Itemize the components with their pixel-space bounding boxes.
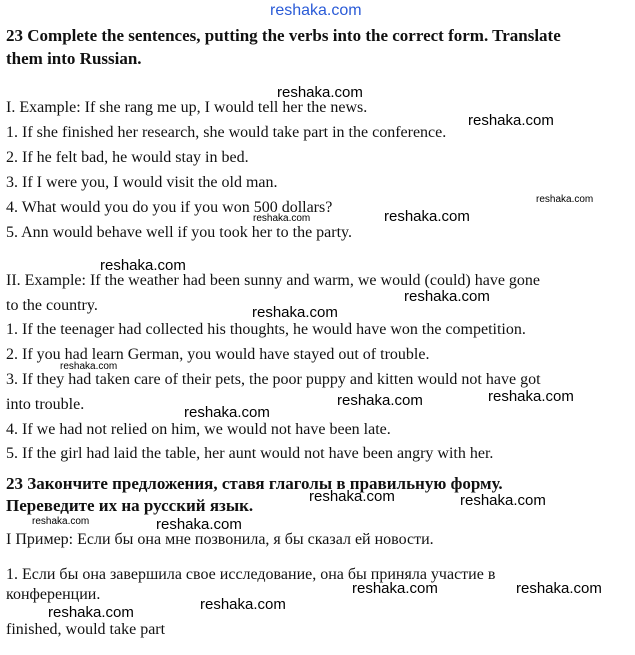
part1-item-5: 5. Ann would behave well if you took her to the party. [6, 224, 352, 241]
answer-1: finished, would take part [6, 621, 166, 638]
ru-item-1-line2: конференции. [6, 586, 101, 603]
watermark: reshaka.com [156, 516, 242, 533]
task-heading-ru-line2: Переведите их на русский язык. [6, 496, 254, 515]
part2-example-line2: to the country. [6, 297, 98, 314]
part1-example: I. Example: If she rang me up, I would tell her the news. [6, 99, 368, 116]
part2-item-2: 2. If you had learn German, you would have stayed out of trouble. [6, 346, 430, 363]
watermark: reshaka.com [100, 257, 186, 274]
ru-item-1-line1: 1. Если бы она завершила свое исследование, она бы приняла участие в [6, 566, 496, 583]
task-heading-en-line2: them into Russian. [6, 49, 142, 68]
watermark: reshaka.com [404, 288, 490, 305]
watermark: reshaka.com [352, 580, 438, 597]
watermark: reshaka.com [184, 404, 270, 421]
part1-item-3: 3. If I were you, I would visit the old man. [6, 174, 278, 191]
watermark: reshaka.com [488, 388, 574, 405]
watermark: reshaka.com [309, 488, 395, 505]
watermark: reshaka.com [253, 213, 311, 224]
task-heading-ru-line1: 23 Закончите предложения, ставя глаголы в правильную форму. [6, 474, 503, 493]
watermark: reshaka.com [337, 392, 423, 409]
part2-item-1: 1. If the teenager had collected his thoughts, he would have won the competition. [6, 321, 526, 338]
site-title[interactable]: reshaka.com [270, 2, 362, 19]
part2-item-5: 5. If the girl had laid the table, her aunt would not have been angry with her. [6, 445, 494, 462]
watermark: reshaka.com [252, 304, 338, 321]
watermark: reshaka.com [384, 208, 470, 225]
watermark: reshaka.com [460, 492, 546, 509]
watermark: reshaka.com [32, 516, 90, 527]
part1-item-4: 4. What would you do you if you won 500 dollars? [6, 199, 333, 216]
watermark: reshaka.com [60, 361, 118, 372]
part2-example-line1: II. Example: If the weather had been sunny and warm, we would (could) have gone [6, 272, 541, 289]
part2-item-3-line2: into trouble. [6, 396, 85, 413]
watermark: reshaka.com [277, 84, 363, 101]
watermark: reshaka.com [516, 580, 602, 597]
part1-item-1: 1. If she finished her research, she would take part in the conference. [6, 124, 447, 141]
watermark: reshaka.com [48, 604, 134, 621]
watermark: reshaka.com [536, 194, 594, 205]
watermark: reshaka.com [200, 596, 286, 613]
ru-example: I Пример: Если бы она мне позвонила, я бы сказал ей новости. [6, 531, 434, 548]
part1-item-2: 2. If he felt bad, he would stay in bed. [6, 149, 249, 166]
watermark: reshaka.com [468, 112, 554, 129]
part2-item-4: 4. If we had not relied on him, we would not have been late. [6, 421, 391, 438]
task-heading-en-line1: 23 Complete the sentences, putting the verbs into the correct form. Translate [6, 26, 561, 45]
part2-item-3-line1: 3. If they had taken care of their pets, the poor puppy and kitten would not have got [6, 371, 541, 388]
